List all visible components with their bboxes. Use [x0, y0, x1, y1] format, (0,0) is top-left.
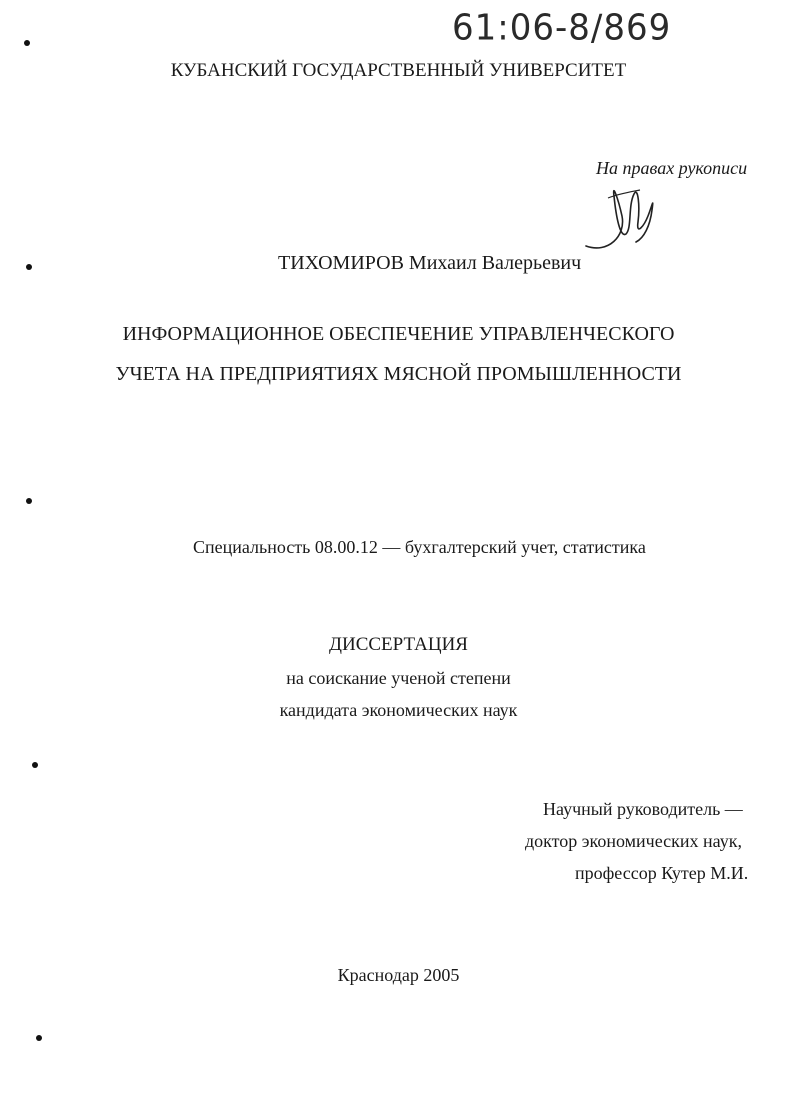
scan-dot — [26, 264, 32, 270]
signature — [578, 176, 668, 256]
degree-line-2: кандидата экономических наук — [279, 700, 518, 720]
degree-line-1: на соискание ученой степени — [286, 668, 511, 688]
scan-dot — [24, 40, 30, 46]
scan-dot — [36, 1035, 42, 1041]
scan-dot — [32, 762, 38, 768]
advisor-line-2: доктор экономических наук, — [525, 831, 742, 851]
scan-dot — [26, 498, 32, 504]
title-line-1: ИНФОРМАЦИОННОЕ ОБЕСПЕЧЕНИЕ УПРАВЛЕНЧЕСКОГО — [122, 323, 675, 345]
city-year: Краснодар 2005 — [337, 965, 460, 985]
advisor-line-1: Научный руководитель — — [543, 799, 743, 819]
doc-type: ДИССЕРТАЦИЯ — [329, 634, 468, 655]
author-name: ТИХОМИРОВ Михаил Валерьевич — [278, 252, 582, 274]
manuscript-note: На правах рукописи — [596, 158, 748, 178]
university-name: КУБАНСКИЙ ГОСУДАРСТВЕННЫЙ УНИВЕРСИТЕТ — [170, 60, 627, 81]
title-line-2: УЧЕТА НА ПРЕДПРИЯТИЯХ МЯСНОЙ ПРОМЫШЛЕННОСТИ — [115, 363, 682, 385]
archive-code: 61:06-8/869 — [452, 7, 672, 49]
advisor-line-3: профессор Кутер М.И. — [575, 863, 749, 883]
specialty: Специальность 08.00.12 — бухгалтерский учет, статистика — [193, 537, 646, 557]
